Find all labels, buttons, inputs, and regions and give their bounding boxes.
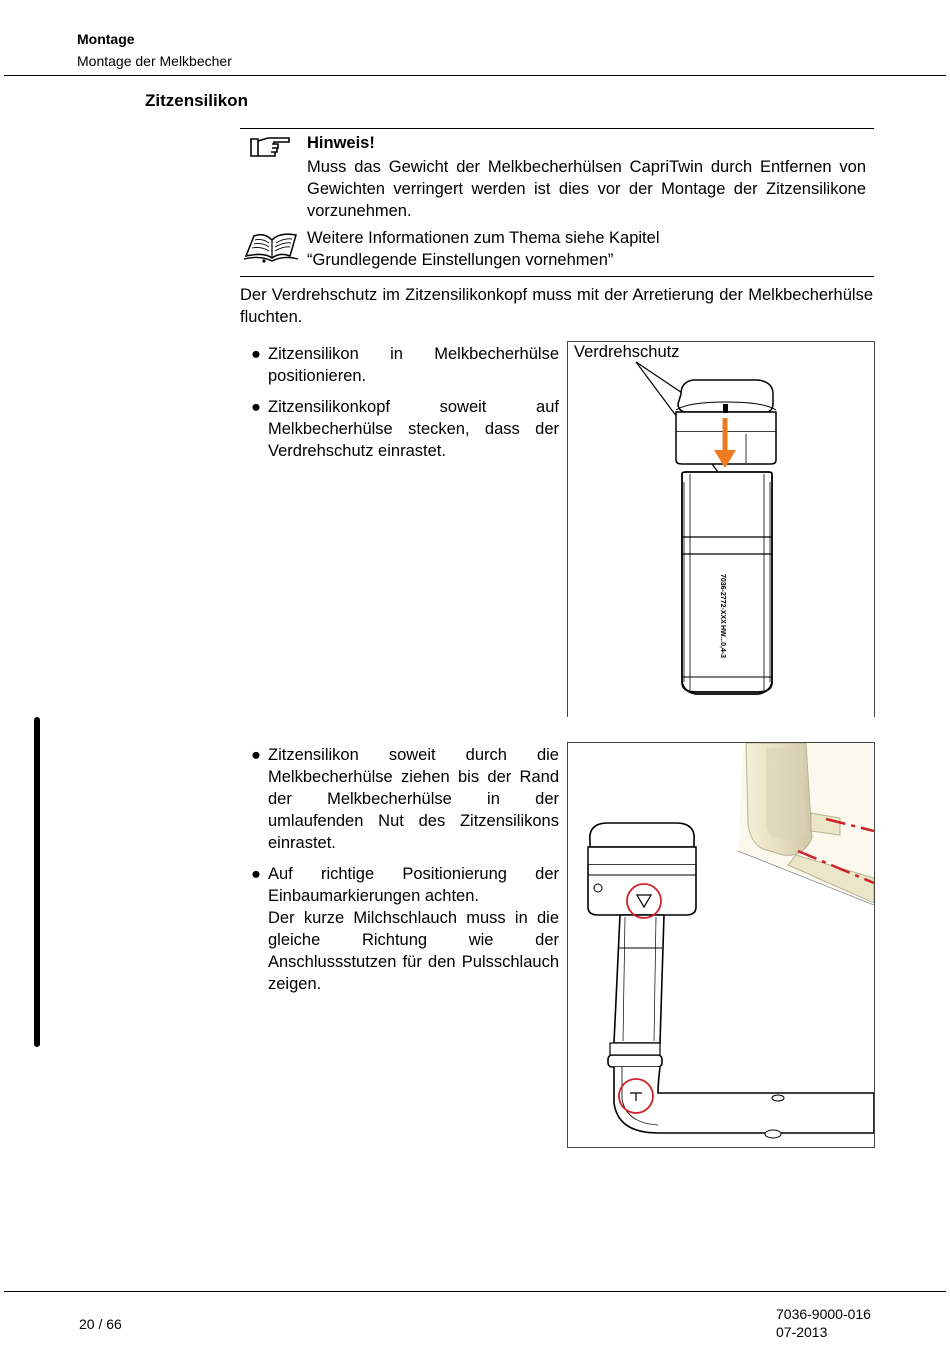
note-reference-line-1: Weitere Informationen zum Thema siehe Kapitel	[307, 229, 660, 247]
step-text: Zitzensilikonkopf soweit auf Melkbecherhülse stecken, dass der Verdrehschutz einrastet.	[268, 398, 559, 460]
note-top-divider	[240, 128, 874, 129]
note-title: Hinweis!	[307, 134, 375, 152]
sidebar-change-bar	[34, 717, 40, 1047]
bullet-icon: ●	[251, 865, 261, 883]
teat-cup-drawing	[568, 342, 874, 717]
bullet-icon: ●	[251, 398, 261, 416]
header-divider	[4, 75, 946, 76]
step-text: Zitzensilikon soweit durch die Melkbecherhülse ziehen bis der Rand der Melkbecherhülse in der umlaufenden Nut des Zitzensilikons einrastet.	[268, 746, 559, 852]
step-text: Zitzensilikon in Melkbecherhülse positionieren.	[268, 345, 559, 385]
section-title: Zitzensilikon	[145, 91, 248, 110]
page-number: 20 / 66	[79, 1316, 122, 1332]
pointing-hand-icon	[248, 135, 292, 159]
sleeve-print-1: 7036-2772-XXX	[719, 574, 726, 624]
step-extra-text: Der kurze Milchschlauch muss in die gleiche Richtung wie der Anschlussstutzen für den Pulsschlauch zeigen.	[268, 909, 559, 993]
list-item	[248, 343, 559, 387]
list-item	[248, 744, 559, 854]
document-number: 7036-9000-016	[776, 1306, 871, 1322]
list-item	[248, 863, 559, 995]
intro-paragraph: Der Verdrehschutz im Zitzensilikonkopf muss mit der Arretierung der Melkbecherhülse fluchten.	[240, 286, 873, 326]
note-bottom-divider	[240, 276, 874, 277]
figure-label-verdrehschutz: Verdrehschutz	[574, 343, 680, 361]
figure-teat-cup-assembly	[567, 341, 875, 717]
bullet-icon: ●	[251, 746, 261, 764]
step-list-2	[248, 744, 559, 1004]
step-text: Auf richtige Positionierung der Einbaumarkierungen achten.	[268, 865, 559, 905]
note-reference-line-2: “Grundlegende Einstellungen vornehmen”	[307, 251, 614, 269]
document-info	[776, 1305, 871, 1341]
installation-markings-drawing	[568, 743, 874, 1147]
bullet-icon: ●	[251, 345, 261, 363]
header-title: Montage	[77, 31, 135, 47]
list-item	[248, 396, 559, 462]
figure-installation-markings	[567, 742, 875, 1148]
step-list-1	[248, 343, 559, 471]
sleeve-print-2: HW...0,4-3	[719, 625, 726, 659]
document-date: 07-2013	[776, 1324, 828, 1340]
footer-divider	[4, 1291, 946, 1292]
header-subtitle: Montage der Melkbecher	[77, 53, 232, 69]
note-text: Muss das Gewicht der Melkbecherhülsen CapriTwin durch Entfernen von Gewichten verringert werden ist dies vor der Montage der Zitzensilikone vorzunehmen.	[307, 158, 866, 220]
open-book-icon	[242, 230, 300, 264]
